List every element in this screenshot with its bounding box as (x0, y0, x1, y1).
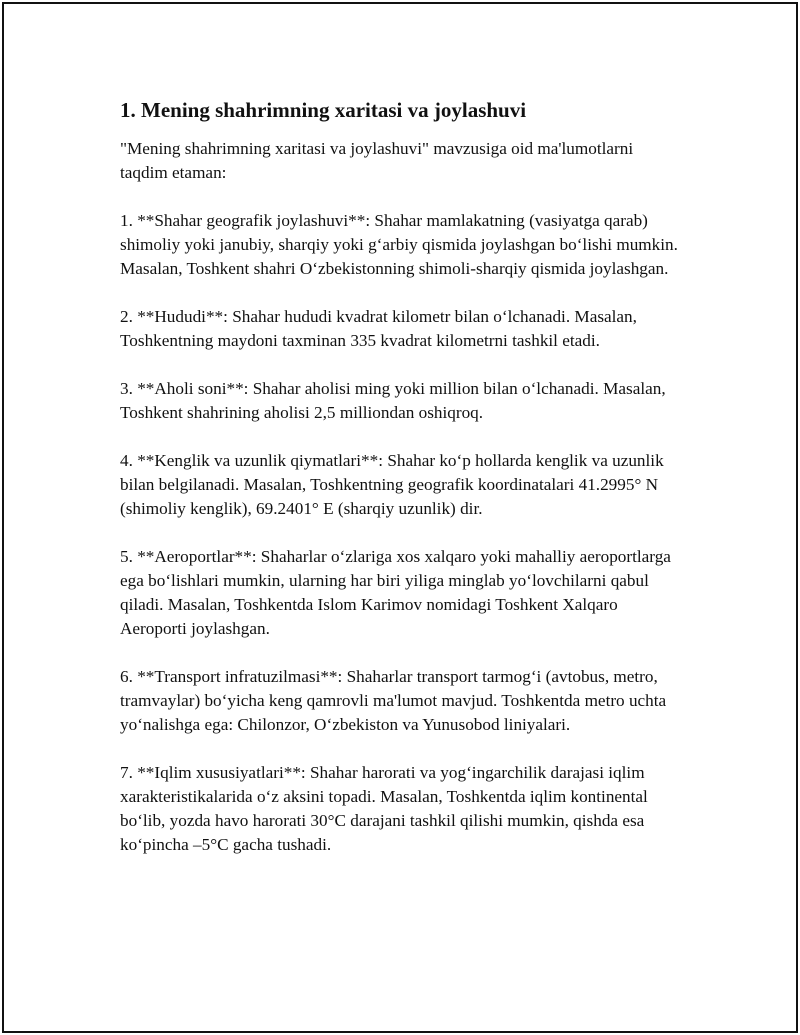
list-item-1: 1. **Shahar geografik joylashuvi**: Shahar mamlakatning (vasiyatga qarab) shimoliy yoki janubiy, sharqiy yoki g‘arbiy qismida joylashgan bo‘lishi mumkin. Masalan, Toshkent shahri O‘zbekistonning shimoli-sharqiy qismida joylashgan. (120, 211, 678, 278)
document-title: 1. Mening shahrimning xaritasi va joylashuvi (120, 98, 527, 122)
list-item-7: 7. **Iqlim xususiyatlari**: Shahar harorati va yog‘ingarchilik darajasi iqlim xarakteristikalarida o‘z aksini topadi. Masalan, Toshkentda iqlim kontinental bo‘lib, yozda havo harorati 30°C darajani tashkil qilishi mumkin, qishda esa ko‘pincha –5°C gacha tushadi. (120, 763, 648, 854)
list-item-5: 5. **Aeroportlar**: Shaharlar o‘zlariga xos xalqaro yoki mahalliy aeroportlarga ega bo‘lishlari mumkin, ularning har biri yiliga minglab yo‘lovchilarni qabul qiladi. Masalan, Toshkentda Islom Karimov nomidagi Toshkent Xalqaro Aeroporti joylashgan. (120, 547, 671, 638)
list-item-3: 3. **Aholi soni**: Shahar aholisi ming yoki million bilan o‘lchanadi. Masalan, Toshkent shahrining aholisi 2,5 milliondan oshiqroq. (120, 379, 666, 422)
list-item-4: 4. **Kenglik va uzunlik qiymatlari**: Shahar ko‘p hollarda kenglik va uzunlik bilan belgilanadi. Masalan, Toshkentning geografik koordinatalari 41.2995° N (shimoliy kenglik), 69.2401° E (sharqiy uzunlik) dir. (120, 451, 664, 518)
document-page (2, 2, 798, 1033)
list-item-2: 2. **Hududi**: Shahar hududi kvadrat kilometr bilan o‘lchanadi. Masalan, Toshkentning maydoni taxminan 335 kvadrat kilometrni tashkil etadi. (120, 307, 637, 350)
intro-paragraph: "Mening shahrimning xaritasi va joylashuvi" mavzusiga oid ma'lumotlarni taqdim etaman: (120, 139, 634, 182)
list-item-6: 6. **Transport infratuzilmasi**: Shaharlar transport tarmog‘i (avtobus, metro, tramvaylar) bo‘yicha keng qamrovli ma'lumot mavjud. Toshkentda metro uchta yo‘nalishga ega: Chilonzor, O‘zbekiston va Yunusobod liniyalari. (120, 667, 667, 734)
document-body (120, 96, 680, 881)
